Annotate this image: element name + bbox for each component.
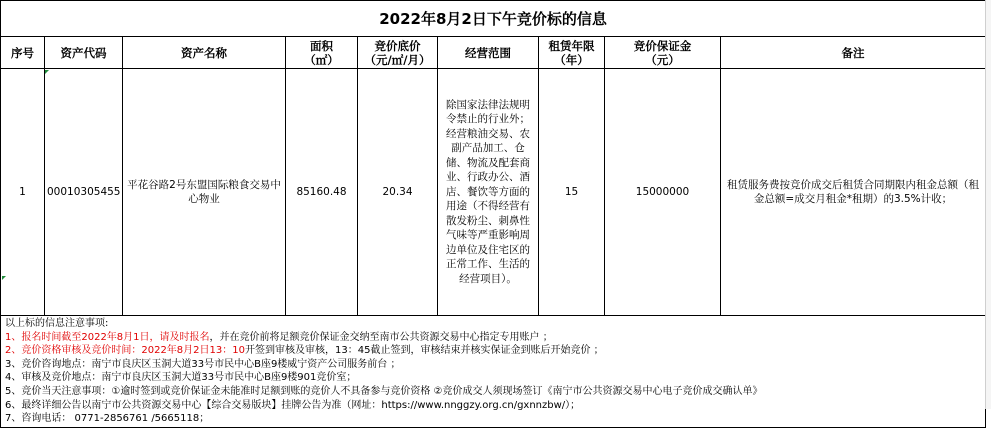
table-title: 2022年8月2日下午竞价标的信息 <box>1 1 986 37</box>
cell-deposit[interactable]: 15000000 <box>605 69 721 316</box>
cell-remark[interactable]: 租赁服务费按竞价成交后租赁合同期限内租金总额（租金总额=成交月租金*租期）的3.5%计收； <box>721 69 986 316</box>
note-6: 6、最终详细公告以南宁市公共资源交易中心【综合交易版块】挂牌公告为准（网址：https://www.nnggzy.org.cn/gxnnzbw/）； <box>5 399 581 411</box>
sheet-edge <box>985 0 991 409</box>
header-row <box>1 37 986 69</box>
cell-area[interactable]: 85160.48 <box>286 69 358 316</box>
header-deposit: 竞价保证金 （元） <box>605 37 721 69</box>
note-7: 7、咨询电话： 0771-2856761 /5665118； <box>5 413 210 425</box>
comment-indicator-icon <box>45 70 49 74</box>
note-2-highlight: 2、竞价资格审核及竞价时间：2022年8月2日13：10 <box>5 345 245 357</box>
cell-lease-years[interactable]: 15 <box>539 69 605 316</box>
note-4: 4、审核及竞价地点：南宁市良庆区玉洞大道33号市民中心B座9楼901竞价室； <box>5 372 357 384</box>
comment-indicator-icon <box>2 276 6 280</box>
note-5: 5、竞价当天注意事项：①逾时签到或竞价保证金未能准时足额到账的竞价人不具备参与竞价资格 ②竞价成交人须现场签订《南宁市公共资源交易中心电子竞价成交确认单》 <box>5 385 763 397</box>
header-asset-name: 资产名称 <box>123 37 286 69</box>
header-lease-years: 租赁年限 （年） <box>539 37 605 69</box>
header-remark: 备注 <box>721 37 986 69</box>
note-3: 3、竞价咨询地点：南宁市良庆区玉洞大道33号市民中心B座9楼威宁资产公司服务前台 ； <box>5 358 401 370</box>
note-1 <box>5 331 981 345</box>
table-row <box>1 69 986 316</box>
header-asset-code: 资产代码 <box>45 37 123 69</box>
note-2-rest: 开签到审核及审核，13：45截止签到，审核结束并核实保证金到账后开始竞价 ； <box>245 345 604 357</box>
note-2 <box>5 344 981 358</box>
note-1-highlight: 1、报名时间截至2022年8月1日，请及时报名 <box>5 331 210 343</box>
cell-floor-price[interactable]: 20.34 <box>358 69 438 316</box>
cell-business-scope[interactable]: 除国家法律法规明令禁止的行业外；经营粮油交易、农副产品加工、仓储、物流及配套商业、行政办公、酒店、餐饮等方面的用途（不得经营有散发粉尘、刺鼻性气味等严重影响周边单位及住宅区的正常工作、生活的经营项目）。 <box>438 69 539 316</box>
cell-index[interactable]: 1 <box>1 69 45 316</box>
header-area: 面积 （㎡） <box>286 37 358 69</box>
header-business-scope: 经营范围 <box>438 37 539 69</box>
cell-asset-code[interactable]: 00010305455 <box>45 69 123 316</box>
note-1-rest: ，并在竞价前将足额竞价保证金交纳至南市公共资源交易中心指定专用账户 ； <box>209 331 553 343</box>
header-floor-price: 竞价底价 （元/㎡/月） <box>358 37 438 69</box>
notes-cell[interactable] <box>1 316 986 428</box>
notes-heading: 以上标的信息注意事项: <box>5 318 109 329</box>
header-index: 序号 <box>1 37 45 69</box>
cell-asset-name[interactable]: 平花谷路2号东盟国际粮食交易中心物业 <box>123 69 286 316</box>
